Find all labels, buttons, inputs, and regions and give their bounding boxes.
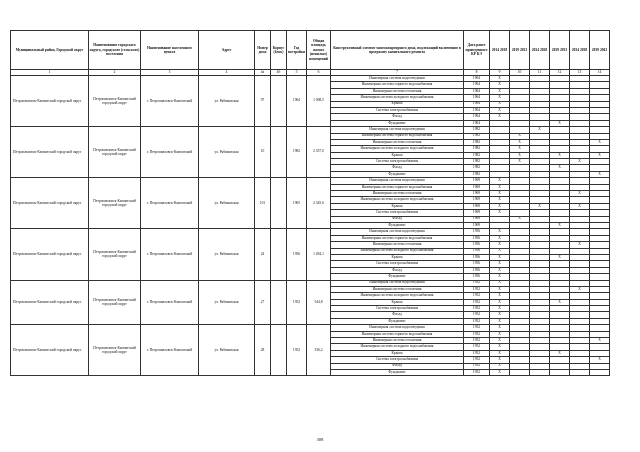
col-header-period-1: 2014 2018 [490,31,510,70]
col-number: 6 [307,70,331,76]
locality-cell: г. Петропавловск-Камчатский [141,229,199,280]
build-year-cell: 1982 [287,127,307,178]
locality-cell: г. Петропавловск-Камчатский [141,178,199,229]
block-cell [271,178,287,229]
period-mark-cell: X [590,171,610,177]
prior-repair-date-cell: 1956 [464,267,490,273]
period-mark-cell: X [490,203,510,209]
col-number: 4а [255,70,271,76]
element-name-cell: Крыша [331,254,464,260]
col-header-district: Муниципальный район, Городской округ [11,31,89,70]
element-name-cell: Фундамент [331,171,464,177]
element-name-cell: Инженерная система холодного водоснабжения [331,293,464,299]
header-row [11,31,610,70]
element-name-cell: Инженерная система горячего водоснабжения [331,82,464,88]
prior-repair-date-cell: 1964 [464,101,490,107]
col-number: 8 [464,70,490,76]
prior-repair-date-cell: 1952 [464,280,490,286]
period-mark-cell: X [510,152,530,158]
prior-repair-date-cell: 1969 [464,210,490,216]
period-mark-cell: X [490,107,510,113]
area-cell: 1 494,1 [307,229,331,280]
col-header-period-2: 2019 2023 [510,31,530,70]
period-mark-cell: X [490,82,510,88]
col-number: 4б [271,70,287,76]
element-name-cell: Система электроснабжения [331,261,464,267]
house-number-cell: 10 [255,127,271,178]
address-cell: ул. Рябиковская [199,76,255,127]
element-name-cell: Инженерная система холодного водоснабжения [331,344,464,350]
period-mark-cell: X [490,299,510,305]
period-mark-cell: X [490,229,510,235]
locality-cell: г. Петропавловск-Камчатский [141,325,199,376]
prior-repair-date-cell: 1969 [464,222,490,228]
period-mark-cell: X [490,293,510,299]
address-cell: ул. Рябиковская [199,229,255,280]
period-mark-cell: X [590,338,610,344]
prior-repair-date-cell: 1969 [464,197,490,203]
block-cell [271,280,287,325]
prior-repair-date-cell: 1952 [464,318,490,324]
period-mark-cell: X [490,197,510,203]
address-cell: ул. Рябиковская [199,178,255,229]
element-name-cell: Фундамент [331,274,464,280]
period-mark-cell: X [490,95,510,101]
prior-repair-date-cell: 1952 [464,357,490,363]
period-mark-cell: X [550,350,570,356]
col-header-element: Конструктивный элемент многоквартирного дома, подлежащий включению в программу капитального ремонта [331,31,464,70]
prior-repair-date-cell: 1952 [464,325,490,331]
period-mark-cell: X [590,152,610,158]
period-mark-cell [550,369,570,375]
locality-cell: г. Петропавловск-Камчатский [141,127,199,178]
period-mark-cell: X [550,165,570,171]
col-header-block: Корпус (блок) [271,31,287,70]
area-cell: 544,8 [307,280,331,325]
period-mark-cell [530,369,550,375]
district-cell: Петропавловск-Камчатский городской округ [11,127,89,178]
district-cell: Петропавловск-Камчатский городской округ [11,229,89,280]
prior-repair-date-cell: 1956 [464,242,490,248]
period-mark-cell: X [550,120,570,126]
element-name-cell: Система электроснабжения [331,210,464,216]
prior-repair-date-cell: 1956 [464,229,490,235]
address-cell: ул. Рябиковская [199,127,255,178]
build-year-cell: 1956 [287,229,307,280]
element-name-cell: Инженерная система горячего водоснабжения [331,235,464,241]
prior-repair-date-cell: 1952 [464,350,490,356]
element-name-cell: Система электроснабжения [331,357,464,363]
block-cell [271,127,287,178]
period-mark-cell: X [490,338,510,344]
element-name-cell: Фундамент [331,222,464,228]
col-header-year: Год постройки [287,31,307,70]
period-mark-cell: X [490,280,510,286]
element-name-cell: Инженерная система горячего водоснабжения [331,331,464,337]
prior-repair-date-cell: 1982 [464,146,490,152]
period-mark-cell: X [510,133,530,139]
district-cell: Петропавловск-Камчатский городской округ [11,325,89,376]
element-name-cell: Инженерная система холодного водоснабжения [331,146,464,152]
element-name-cell: Инженерная система водоотведения [331,280,464,286]
prior-repair-date-cell: 1952 [464,306,490,312]
period-mark-cell: X [570,159,590,165]
col-header-house: Номер дома [255,31,271,70]
period-mark-cell: X [510,159,530,165]
prior-repair-date-cell: 1982 [464,127,490,133]
prior-repair-date-cell: 1964 [464,95,490,101]
element-name-cell: Крыша [331,203,464,209]
period-mark-cell: X [570,203,590,209]
element-name-cell: Инженерная система горячего водоснабжения [331,133,464,139]
build-year-cell: 1965 [287,178,307,229]
house-number-cell: 101 [255,178,271,229]
element-name-cell: Система электроснабжения [331,107,464,113]
prior-repair-date-cell: 1952 [464,344,490,350]
prior-repair-date-cell: 1969 [464,184,490,190]
period-mark-cell: X [490,306,510,312]
prior-repair-date-cell: 1964 [464,107,490,113]
locality-cell: г. Петропавловск-Камчатский [141,76,199,127]
prior-repair-date-cell: 1952 [464,299,490,305]
col-header-locality: Наименование населенного пункта [141,31,199,70]
settlement-cell: Петропавловск-Камчатский городской округ [89,127,141,178]
build-year-cell: 1952 [287,325,307,376]
col-header-period-6: 2039 2043 [590,31,610,70]
prior-repair-date-cell: 1956 [464,235,490,241]
prior-repair-date-cell: 1964 [464,88,490,94]
period-mark-cell: X [490,76,510,82]
area-cell: 1 008,5 [307,76,331,127]
element-name-cell: Инженерная система водоотведения [331,127,464,133]
period-mark-cell: X [490,357,510,363]
period-mark-cell: X [490,191,510,197]
prior-repair-date-cell: 1969 [464,203,490,209]
period-mark-cell: X [490,369,510,375]
period-mark-cell: X [510,146,530,152]
settlement-cell: Петропавловск-Камчатский городской округ [89,229,141,280]
element-name-cell: Крыша [331,350,464,356]
period-mark-cell [590,369,610,375]
period-mark-cell: X [490,325,510,331]
prior-repair-date-cell: 1952 [464,286,490,292]
element-name-cell: Инженерная система отопления [331,242,464,248]
period-mark-cell: X [490,88,510,94]
build-year-cell: 1964 [287,76,307,127]
prior-repair-date-cell: 1952 [464,312,490,318]
element-name-cell: Фасад [331,216,464,222]
district-cell: Петропавловск-Камчатский городской округ [11,280,89,325]
capital-repair-register-table [10,30,610,376]
element-name-cell: Инженерная система горячего водоснабжения [331,184,464,190]
element-name-cell: Инженерная система отопления [331,88,464,94]
house-number-cell: 97 [255,76,271,127]
col-number: 5 [287,70,307,76]
col-number: 11 [530,70,550,76]
col-header-address: Адрес [199,31,255,70]
col-number: 12 [550,70,570,76]
period-mark-cell: X [490,363,510,369]
period-mark-cell [570,369,590,375]
period-mark-cell: X [590,357,610,363]
period-mark-cell: X [490,254,510,260]
house-number-cell: 24 [255,229,271,280]
prior-repair-date-cell: 1964 [464,114,490,120]
block-cell [271,76,287,127]
settlement-cell: Петропавловск-Камчатский городской округ [89,76,141,127]
col-header-period-5: 2034 2038 [570,31,590,70]
prior-repair-date-cell: 1982 [464,171,490,177]
period-mark-cell: X [490,331,510,337]
period-mark-cell: X [490,178,510,184]
period-mark-cell: X [570,191,590,197]
period-mark-cell: X [570,242,590,248]
element-name-cell: Фасад [331,363,464,369]
prior-repair-date-cell: 1982 [464,159,490,165]
build-year-cell: 1952 [287,280,307,325]
element-name-cell: Инженерная система водоотведения [331,76,464,82]
col-number: 10 [510,70,530,76]
element-name-cell: Инженерная система водоотведения [331,178,464,184]
element-name-cell: Фасад [331,165,464,171]
prior-repair-date-cell: 1952 [464,293,490,299]
house-number-cell: 27 [255,280,271,325]
prior-repair-date-cell: 1969 [464,178,490,184]
col-header-settlement: Наименование городского округа, городского (сельского) поселения [89,31,141,70]
period-mark-cell: X [550,254,570,260]
period-mark-cell: X [490,210,510,216]
element-name-cell: Инженерная система отопления [331,191,464,197]
element-name-cell: Инженерная система водоотведения [331,229,464,235]
prior-repair-date-cell: 1952 [464,331,490,337]
col-number: 9 [490,70,510,76]
period-mark-cell [510,369,530,375]
element-name-cell: Инженерная система холодного водоснабжения [331,197,464,203]
area-cell: 2 345,6 [307,178,331,229]
page-number: 308 [316,437,324,442]
element-name-cell: Фундамент [331,369,464,375]
period-mark-cell: X [590,139,610,145]
period-mark-cell: X [490,184,510,190]
prior-repair-date-cell: 1952 [464,363,490,369]
element-name-cell: Инженерная система отопления [331,286,464,292]
address-cell: ул. Рябиковская [199,280,255,325]
col-number: 1 [11,70,89,76]
period-mark-cell: X [570,286,590,292]
element-name-cell: Фундамент [331,120,464,126]
period-mark-cell: X [510,139,530,145]
element-name-cell: Фасад [331,114,464,120]
period-mark-cell: X [490,312,510,318]
prior-repair-date-cell: 1982 [464,152,490,158]
element-name-cell: Крыша [331,101,464,107]
element-name-cell: Инженерная система холодного водоснабжения [331,248,464,254]
settlement-cell: Петропавловск-Камчатский городской округ [89,178,141,229]
period-mark-cell: X [490,350,510,356]
prior-repair-date-cell: 1969 [464,216,490,222]
period-mark-cell: X [530,127,550,133]
element-name-cell: Инженерная система отопления [331,338,464,344]
period-mark-cell: X [510,216,530,222]
period-mark-cell: X [490,101,510,107]
period-mark-cell: X [490,261,510,267]
period-mark-cell: X [550,222,570,228]
element-name-cell: Крыша [331,299,464,305]
prior-repair-date-cell: 1964 [464,82,490,88]
element-name-cell: Крыша [331,152,464,158]
settlement-cell: Петропавловск-Камчатский городской округ [89,325,141,376]
period-mark-cell: X [490,248,510,254]
element-name-cell: Система электроснабжения [331,306,464,312]
prior-repair-date-cell: 1956 [464,248,490,254]
element-name-cell: Фасад [331,267,464,273]
prior-repair-date-cell: 1964 [464,76,490,82]
prior-repair-date-cell: 1982 [464,139,490,145]
locality-cell: г. Петропавловск-Камчатский [141,280,199,325]
period-mark-cell: X [490,114,510,120]
element-name-cell: Инженерная система холодного водоснабжения [331,95,464,101]
period-mark-cell: X [490,235,510,241]
col-number: 7 [331,70,464,76]
prior-repair-date-cell: 1956 [464,274,490,280]
element-name-cell: Инженерная система отопления [331,139,464,145]
prior-repair-date-cell: 1982 [464,165,490,171]
col-header-prior-repair: Дата ранее проведенного КР КЭ [464,31,490,70]
col-number: 13 [570,70,590,76]
col-number: 14 [590,70,610,76]
block-cell [271,229,287,280]
element-name-cell: Инженерная система водоотведения [331,325,464,331]
area-cell: 2 357,0 [307,127,331,178]
block-cell [271,325,287,376]
register-body [11,76,610,376]
period-mark-cell: X [490,286,510,292]
col-header-area: Общая площадь жилых (нежилых) помещений [307,31,331,70]
prior-repair-date-cell: 1982 [464,133,490,139]
period-mark-cell: X [550,152,570,158]
area-cell: 536,2 [307,325,331,376]
period-mark-cell: X [490,274,510,280]
settlement-cell: Петропавловск-Камчатский городской округ [89,280,141,325]
col-number: 2 [89,70,141,76]
house-number-cell: 28 [255,325,271,376]
prior-repair-date-cell: 1956 [464,254,490,260]
period-mark-cell: X [490,344,510,350]
address-cell: ул. Рябиковская [199,325,255,376]
col-number: 3 [141,70,199,76]
prior-repair-date-cell: 1952 [464,338,490,344]
element-name-cell: Система электроснабжения [331,159,464,165]
period-mark-cell: X [490,267,510,273]
prior-repair-date-cell: 1969 [464,191,490,197]
prior-repair-date-cell: 1952 [464,369,490,375]
period-mark-cell: X [490,318,510,324]
col-header-period-3: 2024 2028 [530,31,550,70]
district-cell: Петропавловск-Камчатский городской округ [11,178,89,229]
prior-repair-date-cell: 1964 [464,120,490,126]
district-cell: Петропавловск-Камчатский городской округ [11,76,89,127]
col-header-period-4: 2029 2033 [550,31,570,70]
period-mark-cell: X [490,242,510,248]
col-number: 4 [199,70,255,76]
element-name-cell: Фасад [331,312,464,318]
period-mark-cell: X [550,299,570,305]
period-mark-cell: X [530,203,550,209]
prior-repair-date-cell: 1956 [464,261,490,267]
element-name-cell: Фундамент [331,318,464,324]
